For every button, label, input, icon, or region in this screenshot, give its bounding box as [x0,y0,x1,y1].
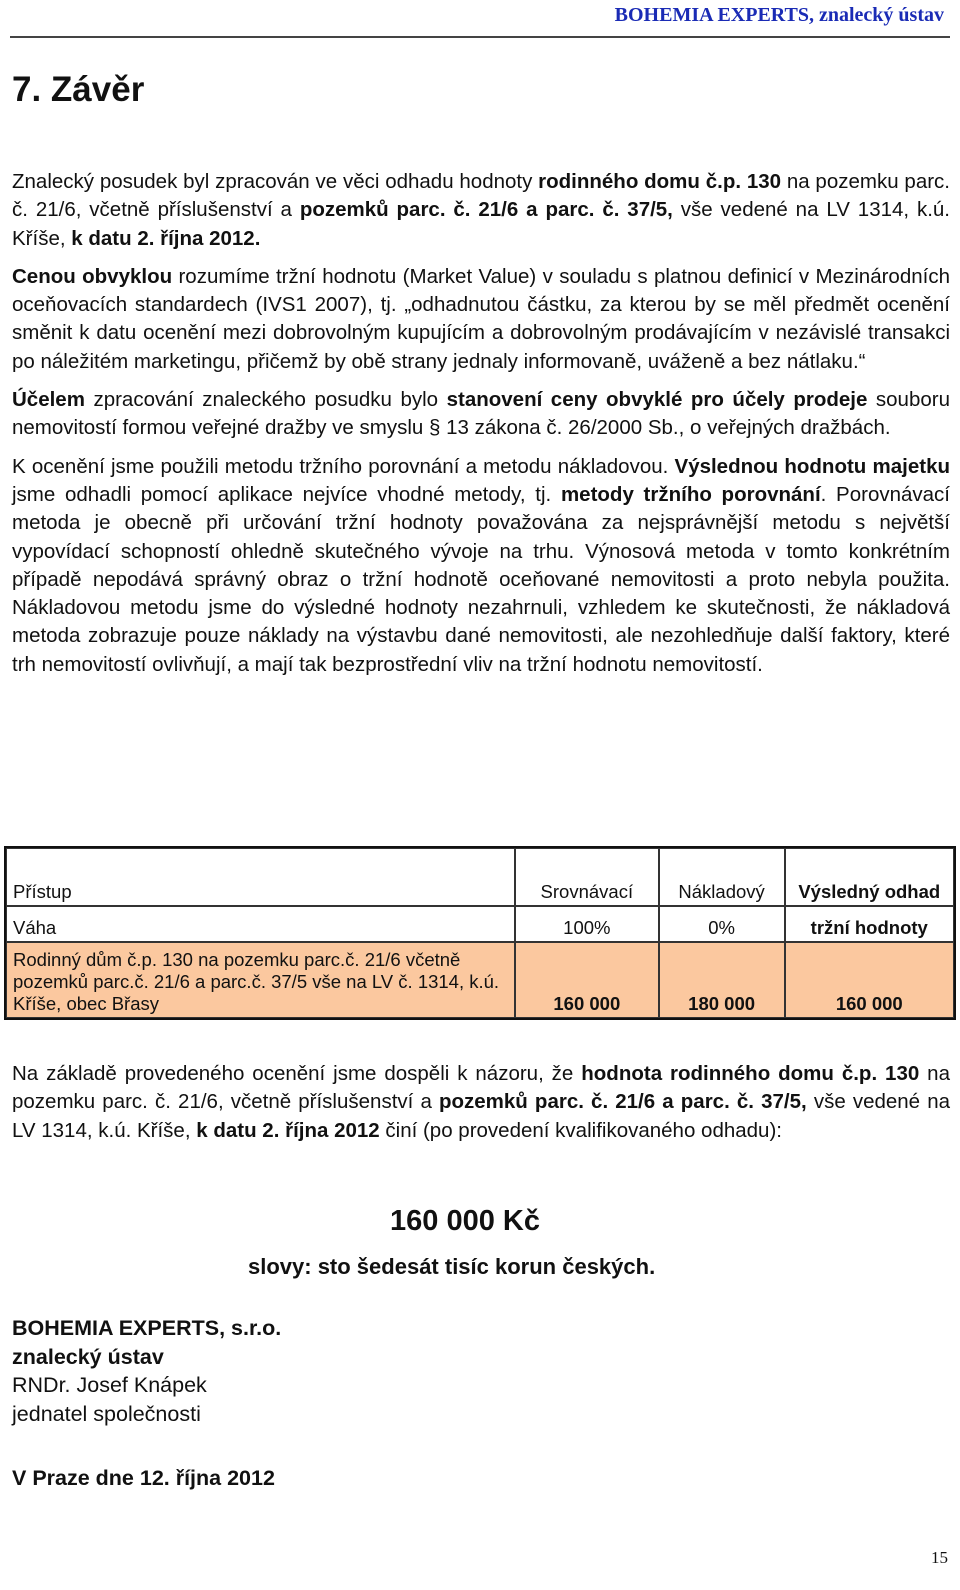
conclusion-text: vše vedené na LV 1314, k.ú. Kříše, [12,1090,951,1142]
intro-bold: pozemků parc. č. 21/6 a parc. č. 37/5, [299,198,673,222]
purpose-text: souboru nemovitostí formou veřejné dražby ve smyslu § 13 zákona č. 26/2000 Sb., o veřejných dražbách. [12,388,950,440]
document-header: BOHEMIA EXPERTS, znalecký ústav [614,4,944,26]
conclusion-bold: pozemků parc. č. 21/6 a parc. č. 37/5, [438,1090,807,1114]
methods-bold: Výslednou hodnotu majetku [674,454,950,478]
section-heading: 7. Závěr [12,70,145,109]
table-cell: 100% [515,906,659,942]
page-number: 15 [931,1548,948,1567]
intro-bold: rodinného domu č.p. 130 [538,170,782,193]
methods-text: jsme odhadli pomocí aplikace nejvíce vhodné metody, tj. [12,482,561,506]
table-cell: tržní hodnoty [785,906,955,942]
table-row [6,906,954,942]
valuation-table [4,846,956,1020]
purpose-bold: Účelem [12,388,85,412]
signature-block [12,1314,281,1428]
purpose-paragraph [12,386,950,443]
conclusion-paragraph [12,1060,950,1145]
intro-paragraph [12,168,950,253]
table-header-cell: Srovnávací [515,848,659,906]
intro-text: Znalecký posudek byl zpracován ve věci odhadu hodnoty [12,170,539,193]
conclusion-bold: k datu 2. října 2012 [196,1118,380,1142]
table-row [6,942,954,1018]
signature-name: RNDr. Josef Knápek [12,1373,207,1397]
table-cell: 160 000 [785,942,955,1018]
intro-text: na pozemku parc. č. 21/6, včetně příslušenství a [12,170,950,222]
table-cell: Rodinný dům č.p. 130 na pozemku parc.č. 21/6 včetně pozemků parc.č. 21/6 a parc.č. 37/5 vše na LV č. 1314, k.ú. Kříše, obec Břasy [6,942,515,1018]
valuation-table-container [4,846,956,1020]
final-value: 160 000 Kč [390,1205,540,1237]
table-header-cell: Výsledný odhad [785,848,955,906]
intro-text: vše vedené na LV 1314, k.ú. Kříše, [12,198,951,250]
table-header-row [6,848,954,906]
methods-text: . Porovnávací metoda je obecně při určování tržní hodnoty považována za nejsprávnější metodu s největší vypovídací schopností ohledně skutečného vývoje na trhu. Výnosová metoda v tomto konkrétním případě nepodává správný obraz o tržní hodnotě oceňované nemovitosti a proto nebyla použita. Nákladovou metodu jsme do výsledné hodnoty nezahrnuli, vzhledem ke skutečnosti, že nákladová metoda zobrazuje pouze náklady na výstavbu dané nemovitosti, ale nezohledňuje další faktory, které trh nemovitostí ovlivňují, a mají tak bezprostřední vliv na tržní hodnotu nemovitostí. [12,482,950,676]
definition-text: rozumíme tržní hodnotu (Market Value) v souladu s platnou definicí v Mezinárodních oceňovacích standardech (IVS1 2007), tj. „odhadnutou částku, za kterou by se měl předmět ocenění směnit k datu ocenění mezi dobrovolným kupujícím a dobrovolným prodávajícím v nezávislé transakci po náležitém marketingu, přičemž by obě strany jednaly informovaně, uváženě a bez nátlaku.“ [12,264,950,373]
signature-institute: znalecký ústav [12,1344,164,1369]
final-value-words: slovy: sto šedesát tisíc korun českých. [248,1254,656,1279]
methods-bold: metody tržního porovnání [560,482,821,506]
conclusion-text: činí (po provedení kvalifikovaného odhadu): [379,1118,782,1142]
section-body [12,168,950,689]
table-header-cell: Přístup [6,848,515,906]
table-cell: 0% [659,906,785,942]
definition-bold: Cenou obvyklou [12,264,173,288]
purpose-text: zpracování znaleckého posudku bylo [84,388,447,412]
methods-paragraph [12,453,950,679]
table-cell: 180 000 [659,942,785,1018]
conclusion-bold: hodnota rodinného domu č.p. 130 [581,1062,920,1085]
signature-role: jednatel společnosti [12,1401,201,1426]
table-cell: 160 000 [515,942,659,1018]
conclusion-text: Na základě provedeného ocenění jsme dospěli k názoru, že [12,1062,582,1085]
table-cell: Váha [6,906,515,942]
signature-company: BOHEMIA EXPERTS, s.r.o. [12,1316,282,1340]
purpose-bold: stanovení ceny obvyklé pro účely prodeje [446,388,868,412]
definition-paragraph [12,263,950,376]
table-header-cell: Nákladový [659,848,785,906]
intro-bold: k datu 2. října 2012. [71,226,261,250]
conclusion-text: na pozemku parc. č. 21/6, včetně příslušenství a [12,1062,950,1114]
methods-text: K ocenění jsme použili metodu tržního porovnání a metodu nákladovou. [12,454,675,478]
header-rule [10,36,950,38]
place-date: V Praze dne 12. října 2012 [12,1466,275,1490]
